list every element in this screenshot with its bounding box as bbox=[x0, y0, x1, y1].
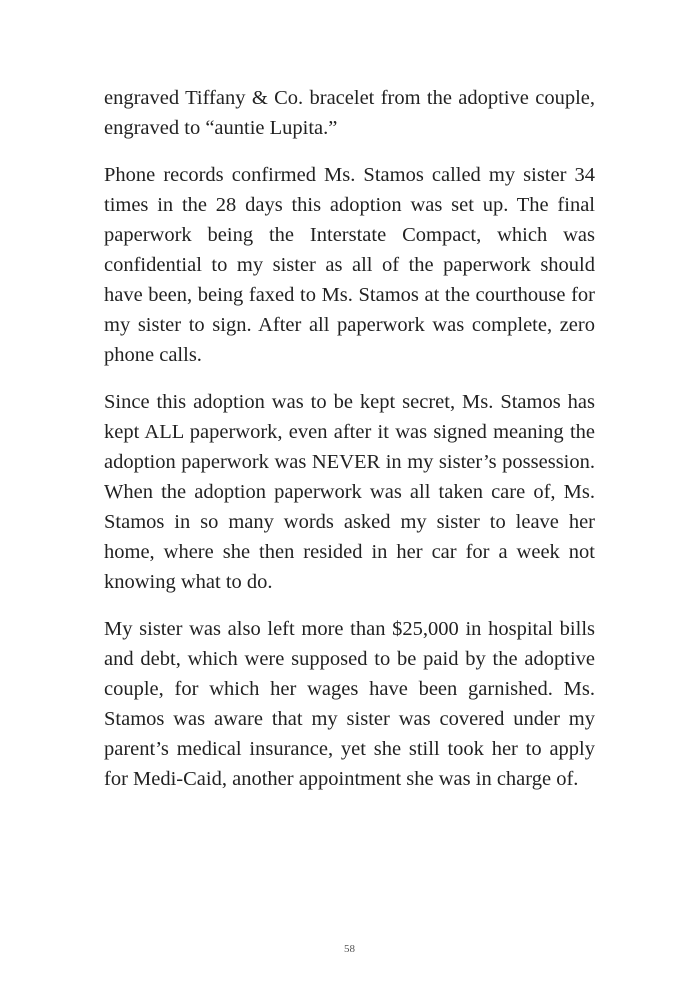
paragraph-1: engraved Tiffany & Co. bracelet from the adoptive couple, engraved to “auntie Lupita.” bbox=[104, 87, 595, 139]
paragraph-2: Phone records confirmed Ms. Stamos called my sister 34 times in the 28 days this adoption was set up. The final paperwork being the Interstate Compact, which was confidential to my sister as all of the paperwork should have been, being faxed to Ms. Stamos at the courthouse for my sister to sign. After all paperwork was complete, zero phone calls. bbox=[104, 164, 595, 366]
paragraph-3: Since this adoption was to be kept secret, Ms. Stamos has kept ALL paperwork, even after it was signed meaning the adoption paperwork was NEVER in my sister’s possession. When the adoption paperwork was all taken care of, Ms. Stamos in so many words asked my sister to leave her home, where she then resided in her car for a week not knowing what to do. bbox=[104, 391, 595, 593]
body-text bbox=[104, 83, 595, 811]
page-number: 58 bbox=[344, 943, 355, 955]
paragraph-4: My sister was also left more than $25,000 in hospital bills and debt, which were supposed to be paid by the adoptive couple, for which her wages have been garnished. Ms. Stamos was aware that my sister was covered under my parent’s medical insurance, yet she still took her to apply for Medi-Caid, another appointment she was in charge of. bbox=[104, 618, 595, 790]
